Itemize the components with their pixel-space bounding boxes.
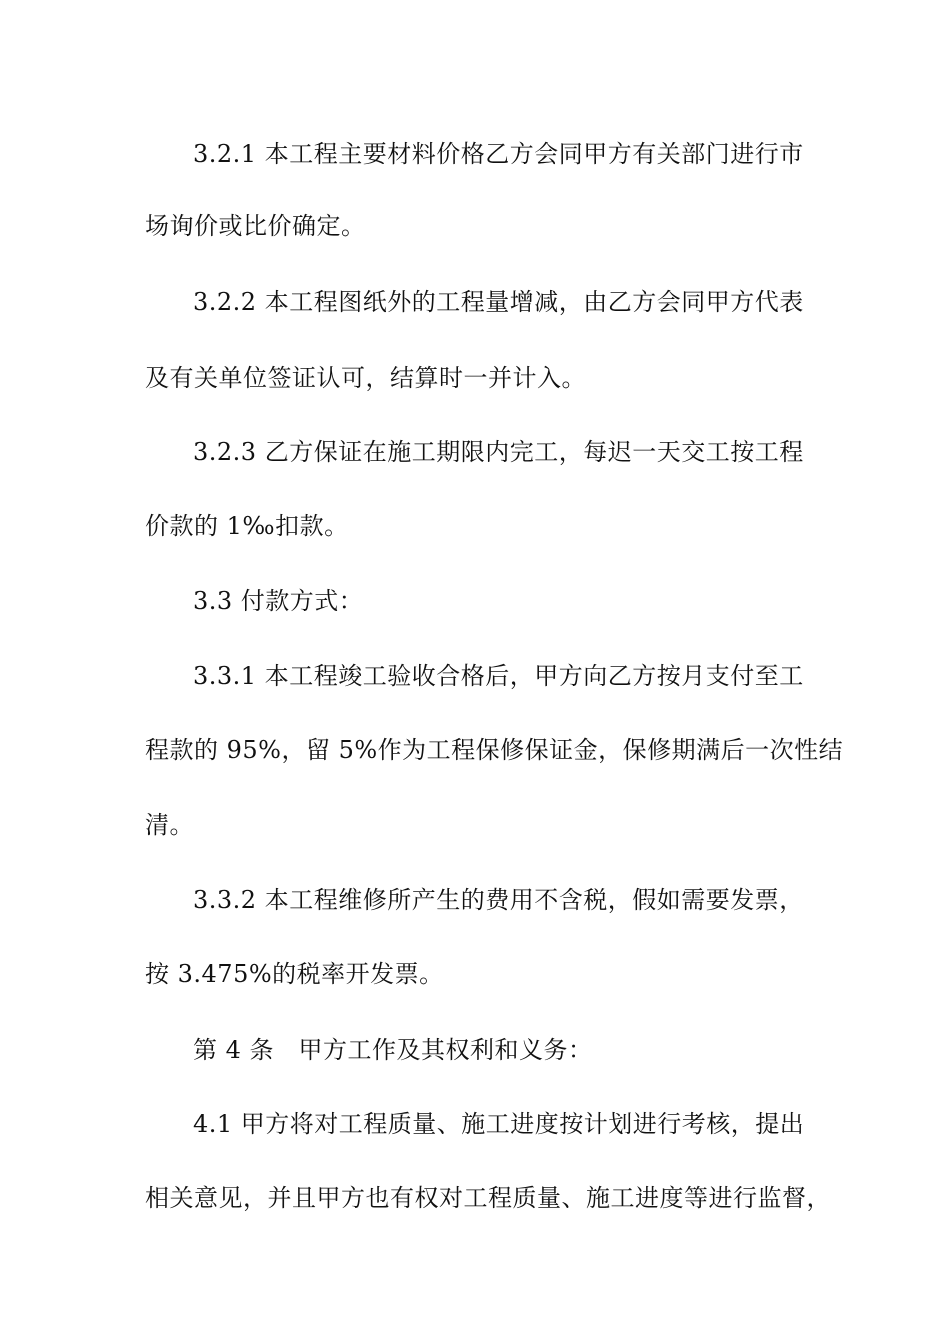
clause-3-3-1-line-1: 3.3.1 本工程竣工验收合格后，甲方向乙方按月支付至工	[193, 662, 804, 690]
clause-3-3-1-line-3: 清。	[145, 811, 194, 839]
clause-4-1-line-2: 相关意见，并且甲方也有权对工程质量、施工进度等进行监督，	[145, 1184, 831, 1212]
clause-3-3-2-line-1: 3.3.2 本工程维修所产生的费用不含税，假如需要发票，	[193, 886, 804, 914]
article-4-heading: 第 4 条 甲方工作及其权利和义务：	[193, 1036, 593, 1064]
clause-3-3-1-line-2: 程款的 95%，留 5%作为工程保修保证金，保修期满后一次性结	[145, 736, 844, 764]
clause-3-2-2-line-2: 及有关单位签证认可，结算时一并计入。	[145, 364, 586, 392]
clause-3-2-2-line-1: 3.2.2 本工程图纸外的工程量增减，由乙方会同甲方代表	[193, 288, 804, 316]
clause-4-1-line-1: 4.1 甲方将对工程质量、施工进度按计划进行考核，提出	[193, 1110, 805, 1138]
clause-3-3-heading: 3.3 付款方式：	[193, 587, 364, 615]
clause-3-2-3-line-2: 价款的 1‰扣款。	[145, 512, 349, 540]
clause-3-2-1-line-2: 场询价或比价确定。	[145, 212, 366, 240]
clause-3-3-2-line-2: 按 3.475%的税率开发票。	[145, 960, 444, 988]
clause-3-2-3-line-1: 3.2.3 乙方保证在施工期限内完工，每迟一天交工按工程	[193, 438, 804, 466]
clause-3-2-1-line-1: 3.2.1 本工程主要材料价格乙方会同甲方有关部门进行市	[193, 140, 804, 168]
